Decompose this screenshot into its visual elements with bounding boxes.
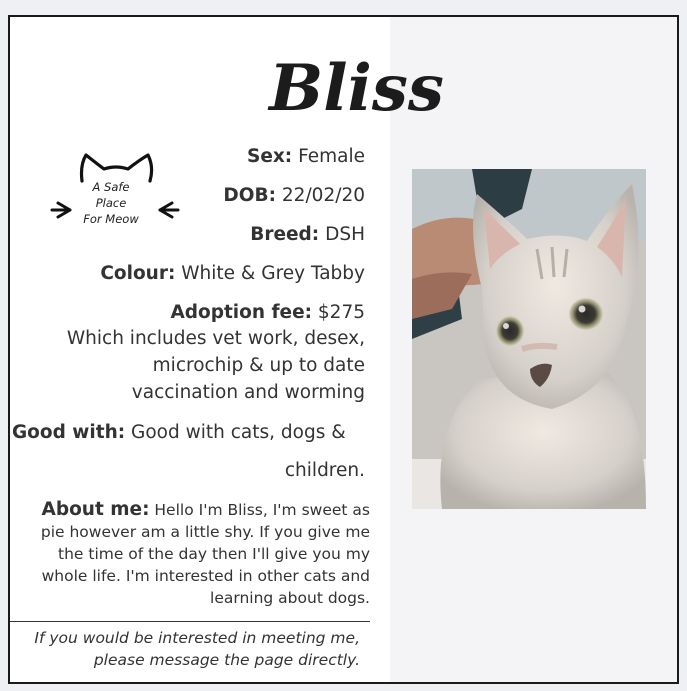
about-line-2: pie however am a little shy. If you give me bbox=[40, 523, 370, 541]
footer-divider bbox=[10, 621, 370, 622]
adoption-card bbox=[8, 15, 679, 684]
logo-text: A Safe Place For Meow bbox=[83, 180, 139, 226]
about-section bbox=[24, 499, 370, 609]
fee-note-line-2: microchip & up to date bbox=[152, 355, 365, 376]
fee-note-line-1: Which includes vet work, desex, bbox=[66, 328, 365, 349]
about-line-4: whole life. I'm interested in other cats and bbox=[41, 567, 370, 585]
about-line-5: learning about dogs. bbox=[210, 589, 370, 607]
about-line-1: About me: Hello I'm Bliss, I'm sweet as bbox=[41, 499, 370, 520]
good-with-row: Good with: Good with cats, dogs & bbox=[12, 422, 346, 443]
fee-note-line-3: vaccination and worming bbox=[131, 382, 365, 403]
adoption-fee-row: Adoption fee: $275 bbox=[170, 302, 365, 323]
contact-footer: If you would be interested in meeting me, please message the page directly. bbox=[34, 629, 360, 669]
about-line-3: the time of the day then I'll give you my bbox=[58, 545, 370, 563]
colour-row: Colour: White & Grey Tabby bbox=[100, 263, 365, 284]
good-with-line-2: children. bbox=[284, 460, 365, 481]
breed-row: Breed: DSH bbox=[250, 224, 365, 245]
cat-photo bbox=[412, 169, 646, 509]
dob-row: DOB: 22/02/20 bbox=[223, 185, 365, 206]
cat-name-title: Bliss bbox=[269, 51, 444, 126]
sex-row: Sex: Female bbox=[247, 146, 365, 167]
